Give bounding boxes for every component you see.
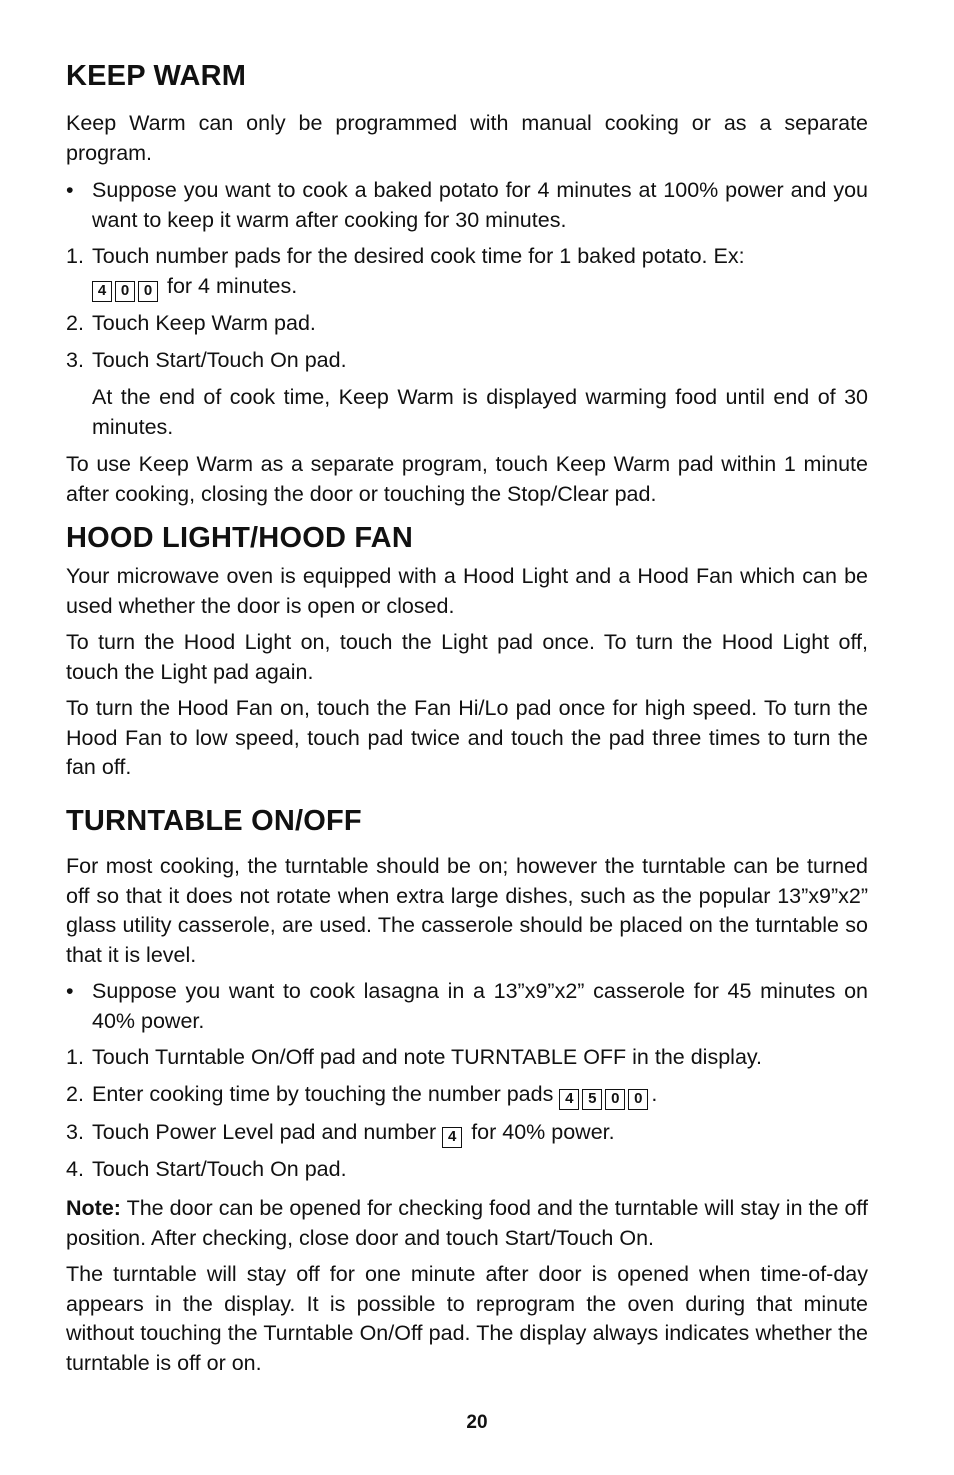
note-label: Note:: [66, 1196, 121, 1220]
hood-heading: HOOD LIGHT/HOOD FAN: [66, 522, 413, 554]
bullet-marker: •: [66, 178, 74, 202]
step-number: 3.: [66, 1120, 84, 1144]
turntable-step-2-text: Enter cooking time by touching the number pads: [92, 1082, 554, 1106]
note-text: The door can be opened for checking food and the turntable will stay in the off position. After checking, close door and touch Start/Touch On.: [66, 1196, 868, 1250]
bullet-marker: •: [66, 979, 74, 1003]
hood-paragraph-3: To turn the Hood Fan on, touch the Fan Hi/Lo pad once for high speed. To turn the Hood Fan to low speed, touch pad twice and touch the pad three times to turn the fan off.: [66, 696, 868, 779]
turntable-step-1-text: Touch Turntable On/Off pad and note TURNTABLE OFF in the display.: [92, 1045, 763, 1069]
turntable-step-3: [66, 1118, 868, 1148]
number-pad-key: 5: [582, 1089, 602, 1110]
number-pad-key: 4: [559, 1089, 579, 1110]
page-number: 20: [466, 1412, 488, 1433]
keep-warm-step-3-text: Touch Start/Touch On pad.: [92, 348, 347, 372]
keep-warm-step-3-note: At the end of cook time, Keep Warm is displayed warming food until end of 30 minutes.: [92, 385, 868, 439]
number-pad-keys: [559, 1082, 651, 1106]
step-number: 3.: [66, 348, 84, 372]
turntable-step-3-text: Touch Power Level pad and number: [92, 1120, 437, 1144]
step-number: 2.: [66, 1082, 84, 1106]
number-pad-keys: [92, 274, 161, 298]
hood-paragraph-1: Your microwave oven is equipped with a Hood Light and a Hood Fan which can be used whether the door is open or closed.: [66, 564, 868, 618]
number-pad-key: 0: [605, 1089, 625, 1110]
keep-warm-step-3: [66, 346, 868, 376]
keep-warm-heading: KEEP WARM: [66, 60, 247, 92]
keep-warm-step-1: [66, 242, 868, 302]
step-number: 1.: [66, 244, 84, 268]
turntable-intro: For most cooking, the turntable should be on; however the turntable can be turned off so that it does not rotate when extra large dishes, such as the popular 13”x9”x2” glass utility casserole, are used. The casserole should be placed on the turntable so that it is level.: [66, 854, 868, 967]
turntable-step-2-suffix: .: [651, 1082, 658, 1106]
turntable-step-1: [66, 1043, 868, 1073]
turntable-closing: The turntable will stay off for one minute after door is opened when time-of-day appears in the display. It is possible to reprogram the oven during that minute without touching the Turntable On/Off pad. The display always indicates whether the turntable is off or on.: [66, 1262, 868, 1375]
keep-warm-bullet: [66, 176, 868, 235]
keep-warm-step-1-text: Touch number pads for the desired cook time for 1 baked potato. Ex:: [92, 244, 745, 268]
turntable-bullet: [66, 977, 868, 1036]
step-number: 2.: [66, 311, 84, 335]
keep-warm-separate-program: To use Keep Warm as a separate program, touch Keep Warm pad within 1 minute after cooking, closing the door or touching the Stop/Clear pad.: [66, 452, 868, 506]
number-pad-key: 0: [115, 281, 135, 302]
number-pad-key: 4: [442, 1127, 462, 1148]
keep-warm-bullet-text: Suppose you want to cook a baked potato for 4 minutes at 100% power and you want to keep it warm after cooking for 30 minutes.: [92, 178, 868, 232]
keep-warm-intro: Keep Warm can only be programmed with manual cooking or as a separate program.: [66, 111, 868, 165]
turntable-step-3-suffix: for 40% power.: [471, 1120, 615, 1144]
keep-warm-step-2: [66, 309, 868, 339]
step-number: 1.: [66, 1045, 84, 1069]
step-number: 4.: [66, 1157, 84, 1181]
turntable-step-2: [66, 1080, 868, 1110]
keep-warm-step-1-suffix: for 4 minutes.: [166, 273, 298, 298]
number-pad-key: 4: [92, 281, 112, 302]
turntable-step-4: [66, 1155, 868, 1185]
turntable-bullet-text: Suppose you want to cook lasagna in a 13”x9”x2” casserole for 45 minutes on 40% power.: [92, 979, 868, 1033]
turntable-note: [66, 1194, 868, 1253]
turntable-heading: TURNTABLE ON/OFF: [66, 805, 362, 837]
number-pad-key: 0: [628, 1089, 648, 1110]
hood-paragraph-2: To turn the Hood Light on, touch the Light pad once. To turn the Hood Light off, touch the Light pad again.: [66, 630, 868, 684]
number-pad-key: 0: [138, 281, 158, 302]
keep-warm-step-2-text: Touch Keep Warm pad.: [92, 311, 316, 335]
turntable-step-4-text: Touch Start/Touch On pad.: [92, 1157, 347, 1181]
